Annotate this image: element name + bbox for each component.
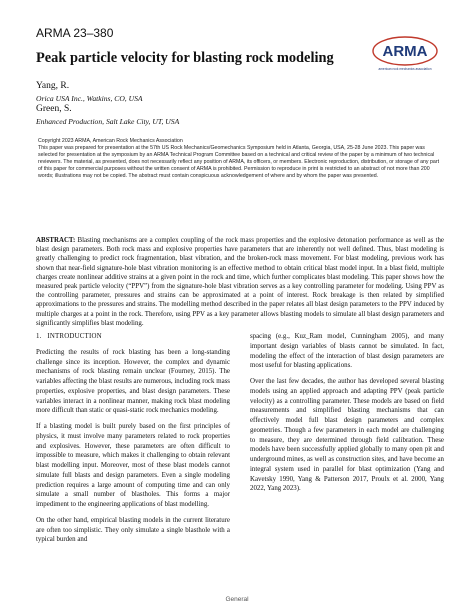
author-name: Green, S. [36, 104, 72, 114]
author-affiliation: Enhanced Production, Salt Lake City, UT, USA [36, 117, 180, 126]
paper-id: ARMA 23–380 [36, 26, 114, 40]
body-paragraph: spacing (e.g., Kuz_Ram model, Cunningham 2005), and many important design variables of blasts cannot be simulated. In fact, modeling the effect of the interaction of blast design parameters are most useful for blasting applications. [250, 333, 444, 370]
body-paragraph: On the other hand, empirical blasting models in the current literature are often too simplistic. They only simulate a single blasthole with a typical burden and [36, 516, 230, 544]
copyright-line: Copyright 2023 ARMA, American Rock Mechanics Association [38, 138, 183, 144]
right-column [250, 332, 444, 500]
abstract-label: ABSTRACT: [36, 237, 76, 244]
body-paragraph: Over the last few decades, the author has developed several blasting models using an applied approach and adapting PPV (peak particle velocity) as a controlling parameter. These models are based on field measurements and simplified blasting mechanisms that can effectively model full blast design parameters and complex geometries. Though a few parameters in each model are challenging to measure, they are determined through field calibration. These models have been successfully applied globally to many open pit and underground mines, as well as construction sites, and have become an integral system used in parallel for blast optimization (Yang and Kavetsky 1990, Yang & Patterson 2017, Proulx et al. 2000, Yang 2022, Yang 2023). [250, 378, 444, 493]
author-affiliation: Orica USA Inc., Watkins, CO, USA [36, 94, 143, 103]
abstract [36, 236, 444, 328]
section-heading: 1. INTRODUCTION [36, 333, 102, 340]
page-footer: General [225, 596, 249, 603]
copyright-notice [38, 138, 444, 181]
author-name: Yang, R. [36, 81, 70, 91]
body-paragraph: Predicting the results of rock blasting has been a long-standing challenge since its inception. However, the complex and dynamic mechanisms of rock blasting remain unclear (Fourney, 2015). The variables affecting the blast results are numerous, including rock mass properties, explosive properties, and blast design parameters. These variables interact in a nonlinear manner, making rock blast modeling more difficult than static or quasi-static rock mechanics modeling. [36, 348, 230, 415]
logo-text: ARMA [382, 43, 428, 60]
paper-title: Peak particle velocity for blasting rock modeling [36, 50, 334, 66]
left-column [36, 332, 230, 551]
notice-text: This paper was prepared for presentation at the 57th US Rock Mechanics/Geomechanics Symposium held in Atlanta, Georgia, USA, 25-28 June 2023. This paper was selected for presentation at the symposium by an ARMA Technical Program Committee based on a technical and critical review of the paper by a minimum of two technical reviewers. The material, as presented, does not necessarily reflect any position of ARMA, its officers, or members. Electronic reproduction, distribution, or storage of any part of this paper for commercial purposes without the written consent of ARMA is prohibited. Permission to reproduce in print is restricted to an abstract of not more than 200 words; illustrations may not be copied. The abstract must contain conspicuous acknowledgement of where and by whom the paper was presented. [38, 145, 440, 180]
abstract-text: Blasting mechanisms are a complex coupling of the rock mass properties and the explosive detonation performance as well as the blast design parameters. Both rock mass and explosive properties have parameters that are inherently not well defined. Thus, blast modeling is greatly challenging to predict rock fragmentation, blast vibration, and the broken-rock mass movement. For blast modeling, previous work has shown that near-field signature-hole blast vibration monitoring is an effective method to obtain critical blast model input. In a blast field, multiple charges create nonlinear additive strains at a given point in the rock and time, which further complicates blast modeling. This paper shows how the measured peak particle velocity (“PPV”) from the signature-hole blast vibration serves as a key controlling parameter for modeling. Using PPV as the controlling parameter, pressures and strains can be approximated at a point of interest. Rock breakage is then related by simplified approximations to the pressures and strains. The modelling method described in the paper relates all blast design parameters to the PPV induced by multiple charges at a point in the rock. Therefore, using PPV as a key parameter allows blasting models to simulate all blast design parameters and significantly simplifies blast modeling. [36, 237, 444, 327]
body-paragraph: If a blasting model is built purely based on the first principles of physics, it must involve many parameters related to rock properties and explosives. However, these parameters are often difficult to impossible to measure, which makes it challenging to obtain relevant blast modelling input. Moreover, most of these blast models cannot simulate full blasts and design parameters. Even a single modeling prediction requires a large amount of computing time and can only simulate a small number of blastholes. This forms a major impediment to the engineering applications of blast modelling. [36, 423, 230, 508]
logo-subtext: american rock mechanics association [378, 67, 432, 71]
arma-logo [370, 34, 440, 74]
